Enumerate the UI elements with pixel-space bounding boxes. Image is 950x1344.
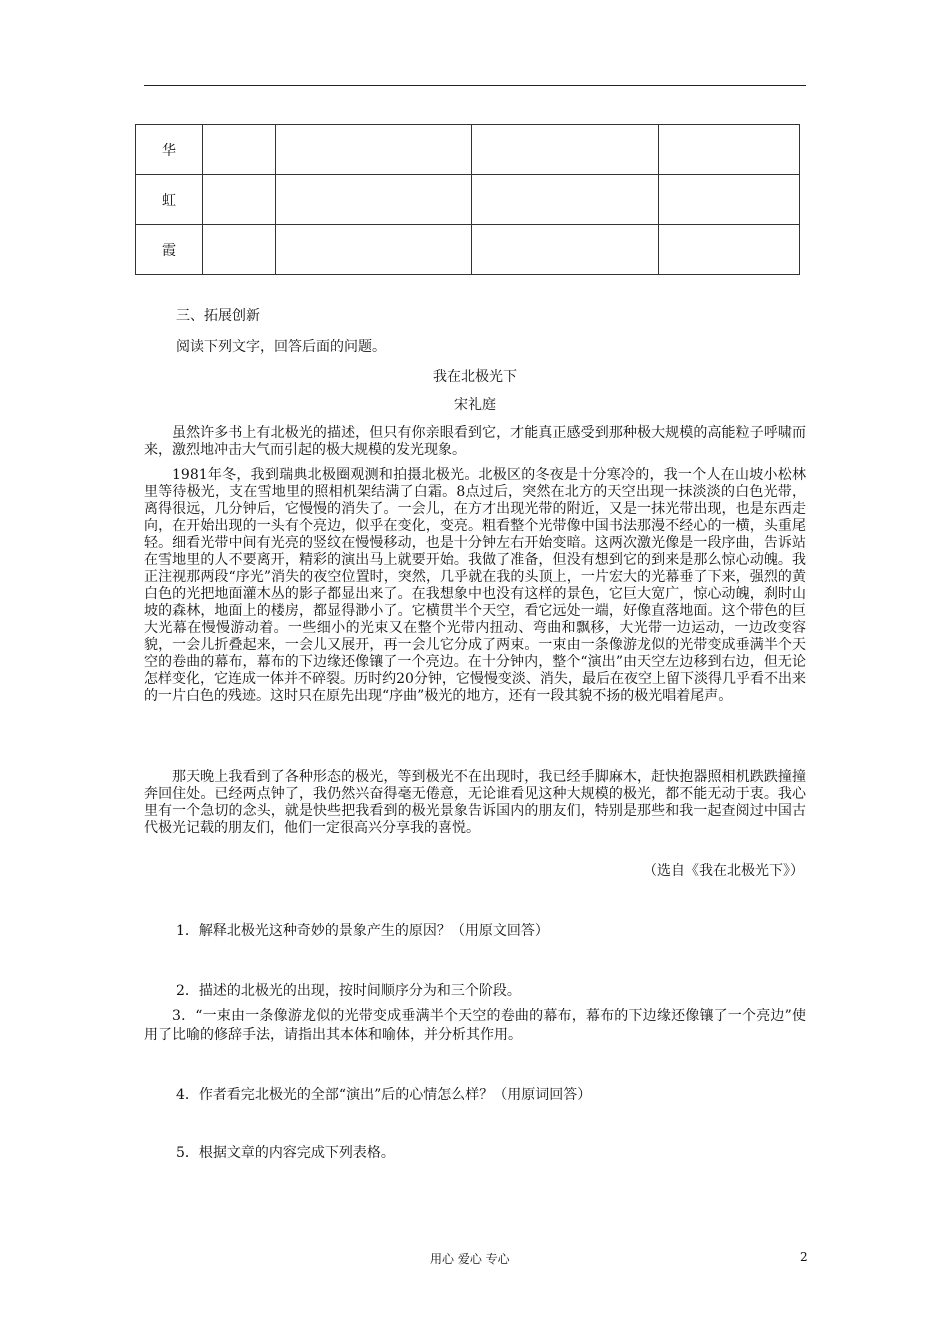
row-label: 霞 — [136, 225, 203, 275]
question-4: 4．作者看完北极光的全部“演出”后的心情怎么样？（用原词回答） — [176, 1087, 592, 1103]
footer-motto: 用心 爱心 专心 — [430, 1252, 510, 1266]
question-2: 2．描述的北极光的出现，按时间顺序分为和三个阶段。 — [176, 983, 521, 999]
row-label: 华 — [136, 125, 203, 175]
table-cell — [659, 125, 800, 175]
article-author: 宋礼庭 — [454, 397, 496, 413]
table-cell — [659, 175, 800, 225]
table-cell — [472, 125, 659, 175]
table-cell — [472, 175, 659, 225]
question-5: 5．根据文章的内容完成下列表格。 — [176, 1145, 395, 1161]
table-cell — [659, 225, 800, 275]
table-cell — [276, 175, 472, 225]
table-cell — [276, 125, 472, 175]
row-label: 虹 — [136, 175, 203, 225]
table-row — [136, 125, 800, 175]
article-paragraph: 虽然许多书上有北极光的描述，但只有你亲眼看到它，才能真正感受到那种极大规模的高能粒子呼啸而来，激烈地冲击大气而引起的极大规模的发光现象。 — [144, 425, 806, 458]
table-row — [136, 225, 800, 275]
question-1: 1．解释北极光这种奇妙的景象产生的原因？（用原文回答） — [176, 923, 549, 939]
question-3: 3．“一束由一条像游龙似的光带变成垂满半个天空的卷曲的幕布，幕布的下边缘还像镶了一个亮边”使用了比喻的修辞手法，请指出其本体和喻体，并分析其作用。 — [144, 1008, 806, 1043]
article-paragraph: 那天晚上我看到了各种形态的极光，等到极光不在出现时，我已经手脚麻木，赶快抱器照相机跌跌撞撞奔回住处。已经两点钟了，我仍然兴奋得毫无倦意，无论谁看见这种大规模的极光，都不能无动于衷。我心里有一个急切的念头，就是快些把我看到的极光景象告诉国内的朋友们，特别是那些和我一起查阅过中国古代极光记载的朋友们，他们一定很高兴分享我的喜悦。 — [144, 769, 806, 836]
table-cell — [203, 125, 276, 175]
table-cell — [203, 225, 276, 275]
answer-table — [135, 124, 800, 275]
article-source: （选自《我在北极光下》） — [643, 863, 804, 879]
table-cell — [203, 175, 276, 225]
section-heading: 三、拓展创新 — [176, 308, 260, 324]
article-title: 我在北极光下 — [433, 369, 517, 385]
reading-instruction: 阅读下列文字，回答后面的问题。 — [176, 339, 386, 355]
table-cell — [276, 225, 472, 275]
article-paragraph: 1981年冬，我到瑞典北极圈观测和拍摄北极光。北极区的冬夜是十分寒冷的，我一个人在山坡小松林里等待极光，支在雪地里的照相机架结满了白霜。8点过后，突然在北方的天空出现一抹淡淡的白色光带，离得很远，几分钟后，它慢慢的消失了。一会儿，在方才出现光带的附近，又是一抹光带出现，也是东西走向，在开始出现的一头有个亮边，似乎在变化，变亮。粗看整个光带像中国书法那漫不经心的一横，头重尾轻。细看光带中间有光亮的竖纹在慢慢移动，也是十分钟左右开始变暗。这两次激光像是一段序曲，告诉站在雪地里的人不要离开，精彩的演出马上就要开始。我做了准备，但没有想到它的到来是那么惊心动魄。我正注视那两段“序光”消失的夜空位置时，突然，几乎就在我的头顶上，一片宏大的光幕垂了下来，强烈的黄白色的光把地面灌木丛的影子都显出来了。在我想象中也没有这样的景色，它巨大宽广，惊心动魄，刹时山坡的森林，地面上的楼房，都显得渺小了。它横贯半个天空，看它远处一端，好像直落地面。这个带色的巨大光幕在慢慢游动着。一些细小的光束又在整个光带内扭动、弯曲和飘移，大光带一边运动，一边改变容貌，一会儿折叠起来，一会儿又展开，再一会儿它分成了两束。一束由一条像游龙似的光带变成垂满半个天空的卷曲的幕布，幕布的下边缘还像镶了一个亮边。在十分钟内，整个“演出”由天空左边移到右边，但无论怎样变化，它连成一体并不碎裂。历时约20分钟，它慢慢变淡、消失，最后在夜空上留下淡得几乎看不出来的一片白色的残迹。这时只在原先出现“序曲”极光的地方，还有一段其貌不扬的极光唱着尾声。 — [144, 467, 806, 704]
table-cell — [472, 225, 659, 275]
table-row — [136, 175, 800, 225]
page-number: 2 — [800, 1250, 808, 1264]
header-rule — [144, 85, 806, 86]
